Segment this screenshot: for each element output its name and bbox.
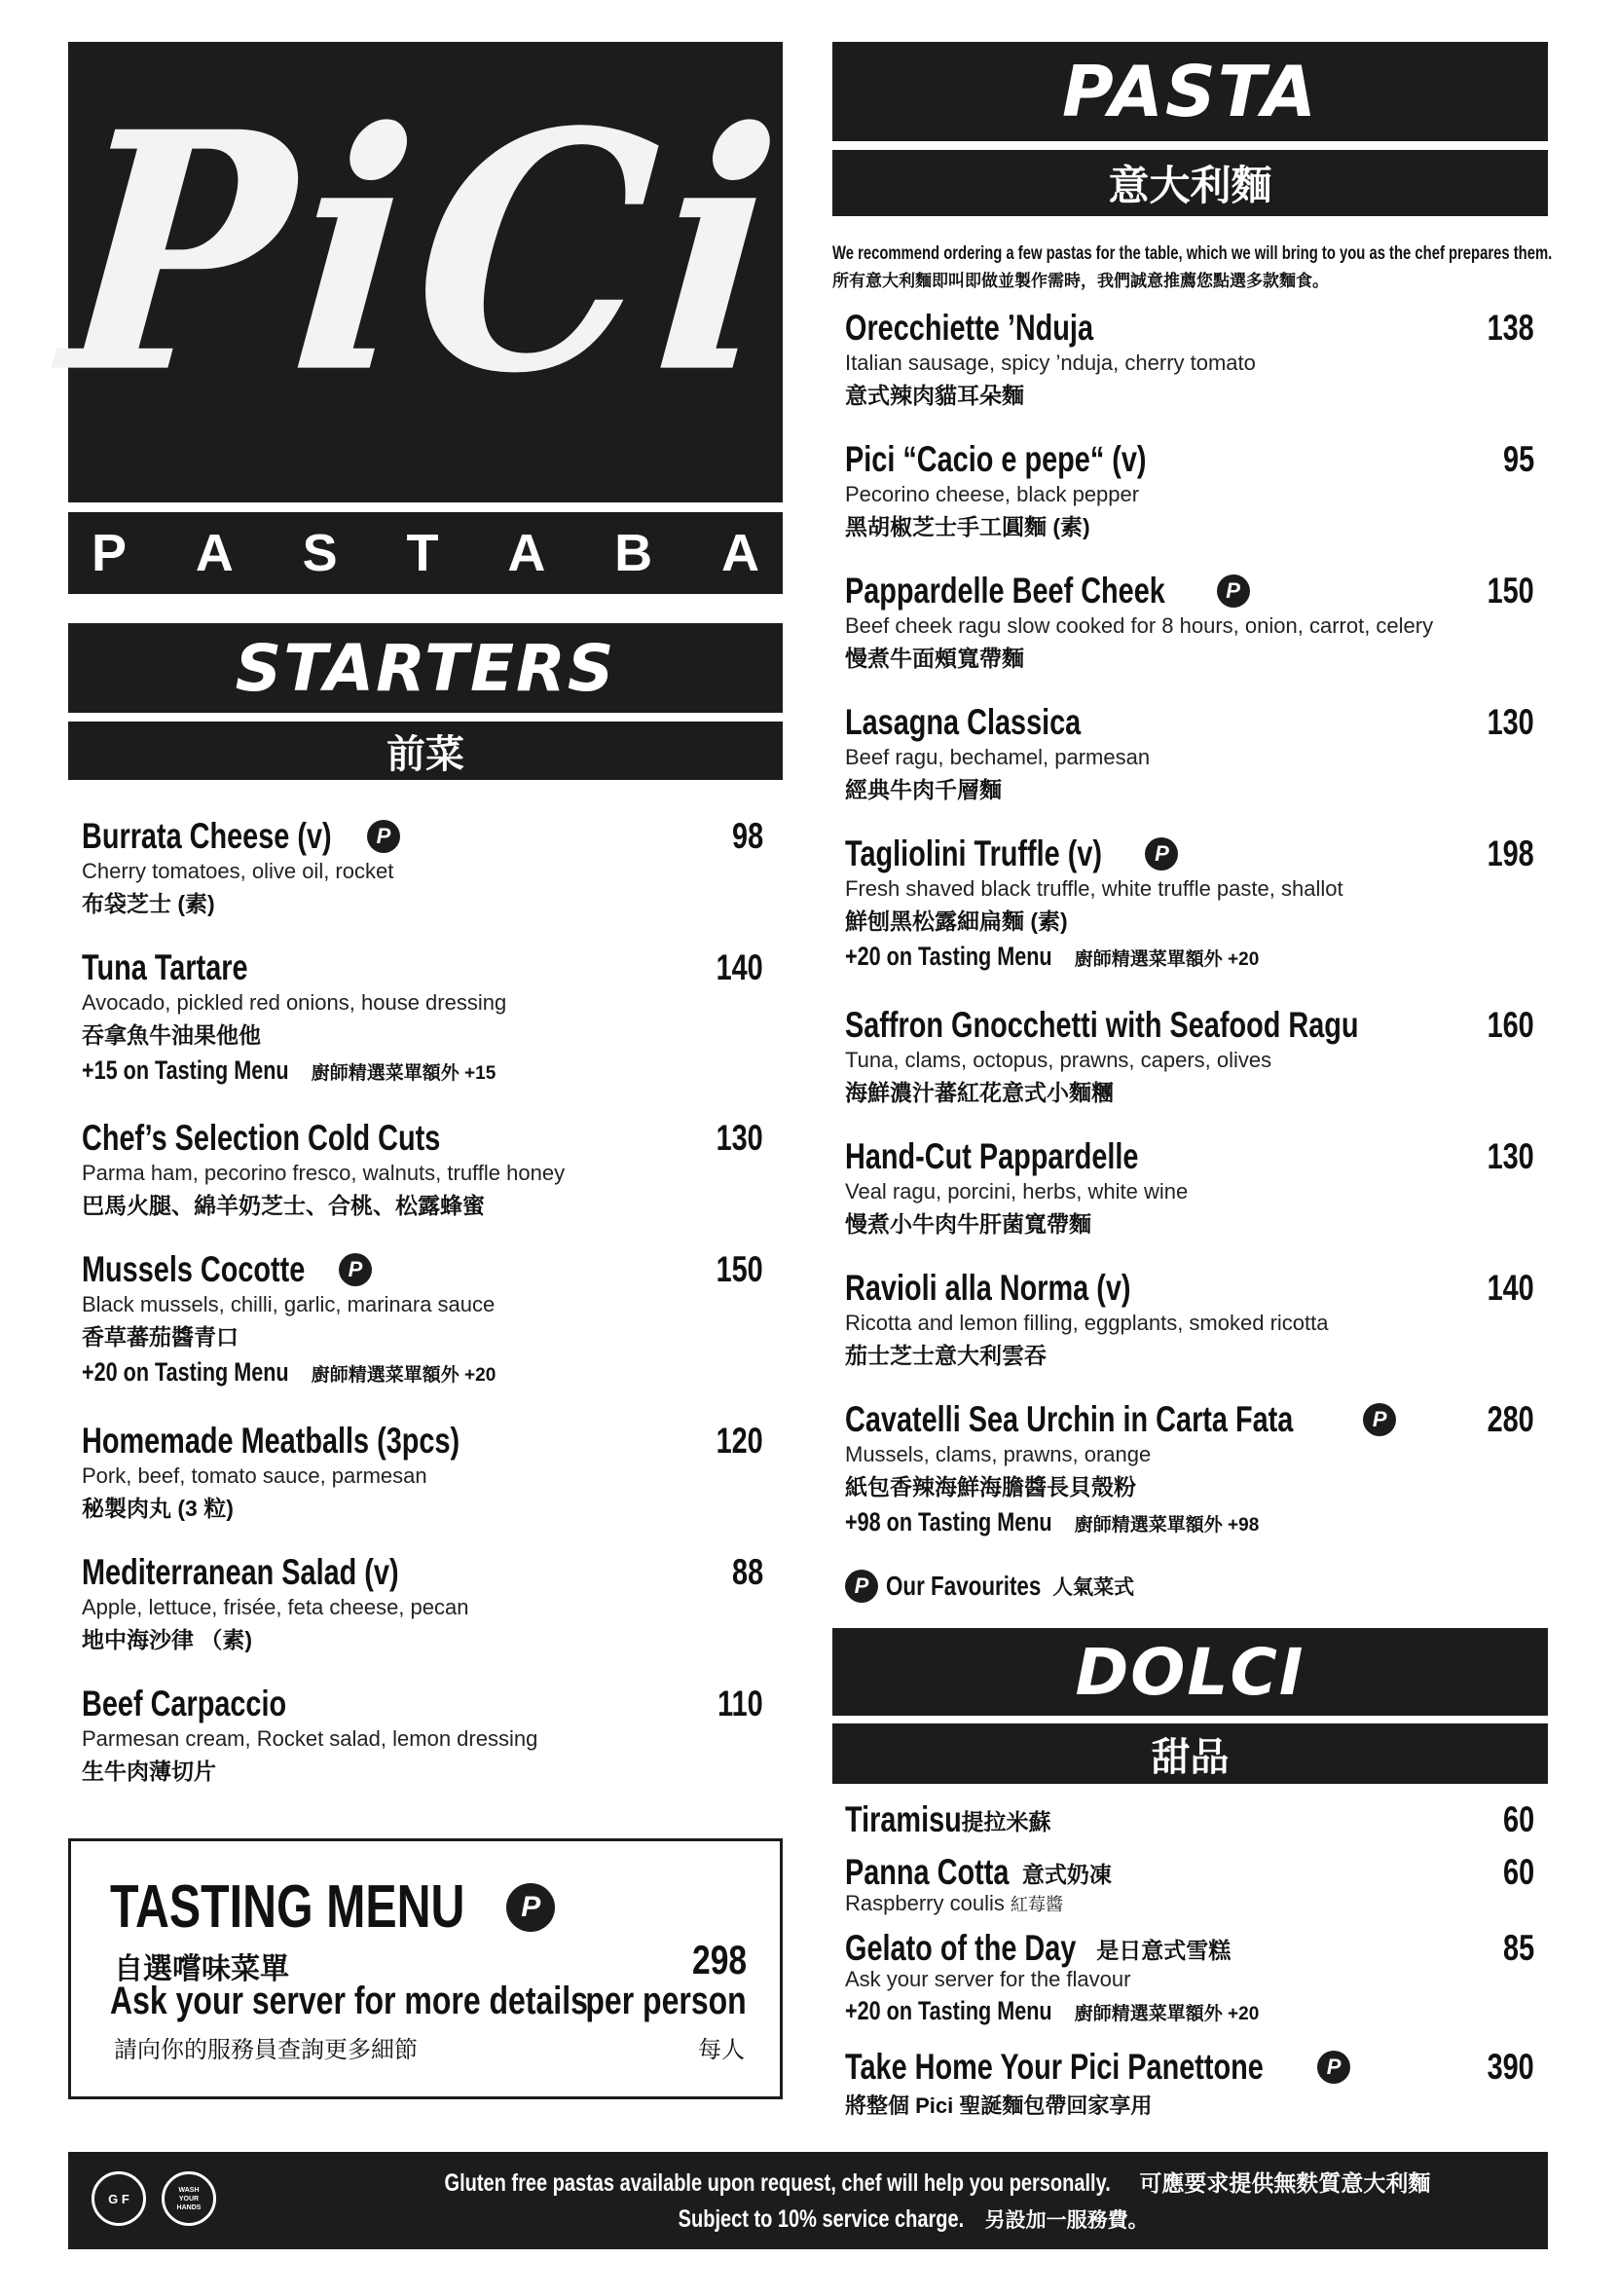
item-chinese-name: 地中海沙律 （素) [82,1627,253,1652]
item-chinese-name: 吞拿魚牛油果他他 [82,1022,261,1048]
tasting-details-zh: 請向你的服務員查詢更多細節 [114,2037,418,2063]
favourite-icon [339,1253,372,1286]
tasting-title: TASTING MENU [110,1873,465,1941]
starters-subtitle: 前菜 [68,722,783,780]
item-chinese-name: 生牛肉薄切片 [82,1759,216,1784]
item-price: 130 [716,1118,763,1158]
item-price: 130 [1487,702,1534,742]
item-description: Pecorino cheese, black pepper [845,482,1140,506]
logo-title: PiCi [51,59,800,446]
tasting-surcharge [845,1996,1534,2026]
item-name: Pappardelle Beef Cheek [845,571,1165,611]
favourites-label-en: Our Favourites [886,1571,1042,1601]
pasta-note-en-wrap [832,243,1618,265]
dolci-title: DOLCI [832,1628,1548,1716]
tasting-surcharge [82,1055,763,1086]
item-price: 280 [1487,1399,1534,1439]
item-chinese-name: 是日意式雪糕 [1096,1937,1232,1963]
item-description: Ask your server for the flavour [845,1967,1131,1991]
menu-item-pappardelle-beef [845,571,1534,673]
item-chinese-name: 布袋芝士 (素) [82,891,215,916]
item-price: 88 [731,1552,763,1592]
item-name: Orecchiette ’Nduja [845,308,1094,348]
item-description: Cherry tomatoes, olive oil, rocket [82,859,394,883]
menu-item-salad [82,1552,763,1654]
menu-item-carpaccio [82,1684,763,1786]
menu-item-panettone [845,2047,1534,2120]
tasting-per-person-wrap [545,1980,747,2023]
item-price: 85 [1502,1928,1534,1968]
item-chinese-name: 慢煮牛面頰寬帶麵 [845,646,1024,671]
favourite-icon [1317,2051,1350,2084]
surcharge-en: +20 on Tasting Menu [845,942,1052,971]
tasting-title-row [110,1872,555,1942]
tasting-details: Ask your server for more details [110,1980,588,2022]
favourite-icon [1363,1403,1396,1436]
item-price: 110 [717,1684,763,1723]
item-description: Parma ham, pecorino fresco, walnuts, truffle honey [82,1161,566,1185]
item-name: Tagliolini Truffle (v) [845,833,1103,873]
item-description: Parmesan cream, Rocket salad, lemon dressing [82,1726,538,1751]
menu-item-hand-cut-pappardelle [845,1136,1534,1239]
item-chinese-name: 鮮刨黑松露細扁麵 (素) [845,908,1068,934]
pasta-note-zh: 所有意大利麵即叫即做並製作需時，我們誠意推薦您點選多款麵食。 [832,272,1329,290]
menu-item-cacio-e-pepe [845,439,1534,541]
footer-bar [68,2152,1548,2249]
item-price: 390 [1487,2047,1534,2087]
item-chinese-name: 海鮮濃汁蕃紅花意式小麵糰 [845,1080,1114,1105]
surcharge-en: +20 on Tasting Menu [845,1996,1052,2025]
item-description: Beef cheek ragu slow cooked for 8 hours, onion, carrot, celery [845,613,1434,638]
tasting-zh-title: 自選嚐味菜單 [114,1953,289,1985]
item-name: Beef Carpaccio [82,1684,287,1723]
tasting-per-person-zh: 每人 [698,2037,745,2063]
favourite-icon [367,820,400,853]
item-price: 95 [1502,439,1534,479]
tasting-surcharge [845,942,1534,972]
item-description: Pork, beef, tomato sauce, parmesan [82,1463,427,1488]
logo-letter: P [92,524,128,582]
surcharge-en: +98 on Tasting Menu [845,1507,1052,1537]
item-description: Fresh shaved black truffle, white truffle paste, shallot [845,876,1343,901]
logo-letter: A [720,524,759,582]
tasting-surcharge [845,1507,1534,1537]
item-description-zh: 紅莓醬 [1010,1895,1063,1914]
logo-letter: A [507,524,546,582]
item-name: Ravioli alla Norma (v) [845,1268,1131,1308]
item-price: 140 [716,947,763,987]
item-chinese-name: 秘製肉丸 (3 粒) [82,1496,234,1521]
item-price: 160 [1487,1005,1534,1045]
footer-line-1-zh: 可應要求提供無麩質意大利麵 [1139,2170,1431,2196]
tasting-surcharge [82,1357,763,1388]
starters-title: STARTERS [68,623,783,713]
wash-hands-icon: WASH YOUR HANDS [162,2171,216,2226]
menu-item-gnocchetti [845,1005,1534,1107]
item-name: Burrata Cheese (v) [82,816,332,856]
item-name: Panna Cotta [845,1852,1010,1892]
item-price: 60 [1502,1852,1534,1892]
footer-line-2-zh: 另設加一服務費。 [984,2209,1149,2232]
item-chinese-name: 將整個 Pici 聖誕麵包帶回家享用 [845,2093,1153,2118]
item-chinese-name: 黑胡椒芝士手工圓麵 (素) [845,514,1090,539]
menu-item-mussels [82,1249,763,1388]
item-price: 138 [1487,308,1534,348]
footer-line-1-en: Gluten free pastas available upon request, chef will help you personally. [444,2169,1111,2197]
favourite-icon [1145,837,1178,870]
menu-item-tuna-tartare [82,947,763,1086]
item-description: Tuna, clams, octopus, prawns, capers, olives [845,1048,1272,1072]
item-price: 140 [1487,1268,1534,1308]
item-name: Gelato of the Day [845,1928,1077,1968]
menu-item-panna-cotta [845,1852,1534,1916]
pasta-subtitle: 意大利麵 [832,150,1548,216]
menu-item-orecchiette [845,308,1534,410]
favourites-legend [845,1570,1134,1603]
pasta-title: PASTA [832,42,1548,141]
item-name: Saffron Gnocchetti with Seafood Ragu [845,1005,1359,1045]
item-description: Mussels, clams, prawns, orange [845,1442,1152,1466]
menu-item-tiramisu [845,1799,1534,1840]
logo-letter: A [195,524,234,582]
item-description: Black mussels, chilli, garlic, marinara sauce [82,1292,496,1316]
tasting-price: 298 [691,1937,747,1982]
item-description: Veal ragu, porcini, herbs, white wine [845,1179,1189,1204]
surcharge-zh: 廚師精選菜單額外 +15 [311,1063,496,1084]
item-price: 98 [731,816,763,856]
item-chinese-name: 提拉米蘇 [961,1808,1051,1834]
menu-item-cold-cuts [82,1118,763,1220]
item-name: Hand-Cut Pappardelle [845,1136,1139,1176]
surcharge-zh: 廚師精選菜單額外 +98 [1074,1515,1260,1536]
item-chinese-name: 紙包香辣海鮮海膽醬長貝殼粉 [845,1474,1136,1500]
item-price: 130 [1487,1136,1534,1176]
logo-panel [51,42,800,502]
menu-item-meatballs [82,1421,763,1523]
menu-item-tagliolini [845,833,1534,972]
item-name: Pici “Cacio e pepe“ (v) [845,439,1147,479]
item-chinese-name: 意式奶凍 [1021,1861,1112,1887]
item-description: Italian sausage, spicy ’nduja, cherry tomato [845,351,1256,375]
item-name: Homemade Meatballs (3pcs) [82,1421,460,1461]
logo-letter: T [406,524,439,582]
gluten-free-icon: G F [92,2171,146,2226]
logo-letter: B [614,524,653,582]
item-name: Tiramisu [845,1799,962,1839]
item-chinese-name: 香草蕃茄醬青口 [82,1324,239,1350]
surcharge-en: +20 on Tasting Menu [82,1357,289,1387]
item-name: Take Home Your Pici Panettone [845,2047,1264,2087]
favourite-icon [1217,574,1250,608]
item-description: Apple, lettuce, frisée, feta cheese, pecan [82,1595,469,1619]
item-price: 150 [1487,571,1534,611]
item-description: Beef ragu, bechamel, parmesan [845,745,1151,769]
item-price: 60 [1502,1799,1534,1839]
item-name: Lasagna Classica [845,702,1082,742]
logo-subtitle [68,512,783,594]
item-chinese-name: 巴馬火腿、綿羊奶芝士、合桃、松露蜂蜜 [82,1193,485,1218]
dolci-subtitle: 甜品 [832,1723,1548,1784]
item-price: 150 [716,1249,763,1289]
item-name: Mediterranean Salad (v) [82,1552,399,1592]
item-price: 120 [716,1421,763,1461]
item-name: Mussels Cocotte [82,1249,306,1289]
favourite-icon [506,1883,555,1932]
item-chinese-name: 茄士芝士意大利雲吞 [845,1343,1047,1368]
logo-letter: S [302,524,338,582]
surcharge-zh: 廚師精選菜單額外 +20 [311,1365,496,1386]
pasta-note-en: We recommend ordering a few pastas for the table, which we will bring to you as the chef prepares them. [832,243,1553,264]
surcharge-zh: 廚師精選菜單額外 +20 [1074,2004,1260,2024]
footer-line-2 [243,2204,1548,2234]
item-chinese-name: 慢煮小牛肉牛肝菌寬帶麵 [845,1211,1091,1237]
surcharge-en: +15 on Tasting Menu [82,1055,289,1085]
footer-line-2-en: Subject to 10% service charge. [679,2205,965,2233]
menu-item-ravioli [845,1268,1534,1370]
menu-item-gelato [845,1928,1534,2026]
favourite-icon [845,1570,878,1603]
item-price: 198 [1487,833,1534,873]
item-chinese-name: 經典牛肉千層麵 [845,777,1002,802]
item-name: Chef’s Selection Cold Cuts [82,1118,441,1158]
item-description: Ricotta and lemon filling, eggplants, smoked ricotta [845,1311,1329,1335]
item-description [845,1891,1534,1916]
item-name: Cavatelli Sea Urchin in Carta Fata [845,1399,1294,1439]
surcharge-zh: 廚師精選菜單額外 +20 [1074,949,1260,970]
favourites-label-zh: 人氣菜式 [1052,1576,1135,1599]
menu-item-lasagna [845,702,1534,804]
item-chinese-name: 意式辣肉貓耳朵麵 [845,383,1024,408]
item-description: Avocado, pickled red onions, house dressing [82,990,507,1015]
item-description-en: Raspberry coulis [845,1891,1005,1915]
menu-item-cavatelli [845,1399,1534,1537]
tasting-menu-box [68,1838,783,2099]
footer-line-1 [243,2166,1548,2198]
item-name: Tuna Tartare [82,947,248,987]
tasting-per-person: per person [585,1980,747,2022]
tasting-price-wrap [679,1937,747,1983]
menu-item-burrata [82,816,763,918]
